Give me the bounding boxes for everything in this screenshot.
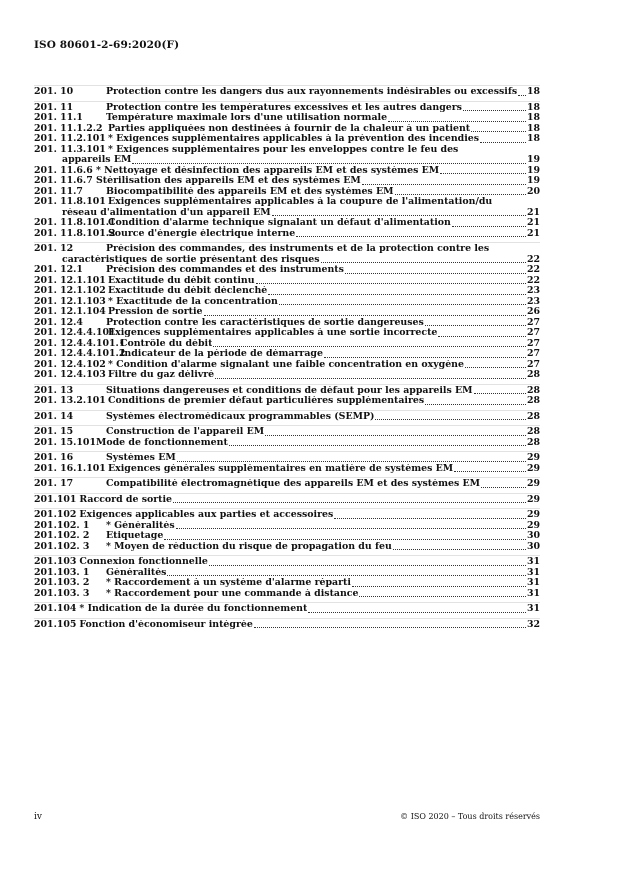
toc-entry-page: 22 [526, 253, 540, 265]
toc-entry[interactable] [34, 412, 540, 423]
toc-entry-title: Parties appliquées non destinées à fournir de la chaleur à un patient [108, 123, 471, 134]
leader-dots [209, 565, 526, 566]
toc-entry-number: 201. 13.2.101 [34, 395, 106, 406]
leader-dots [388, 121, 526, 122]
toc-entry-title: * Condition d'alarme signalant une faible concentration en oxygène [108, 359, 464, 370]
toc-entry-number: 201. 16 [34, 452, 74, 463]
toc-entry-page: 29 [526, 493, 540, 505]
toc-entry-page: 28 [526, 395, 540, 406]
toc-entry[interactable] [34, 113, 540, 124]
toc-entry[interactable] [34, 103, 540, 114]
toc-entry-page: 31 [526, 556, 540, 567]
leader-dots [254, 627, 526, 628]
toc-entry-number: 201. 11.8.101.1 [34, 217, 116, 228]
toc-entry[interactable] [34, 521, 540, 532]
toc-entry-number: 201. 15.101 [34, 436, 96, 448]
toc-entry[interactable] [34, 87, 540, 98]
toc-entry-page: 28 [526, 369, 540, 380]
toc-entry-number: 201. 13 [34, 384, 74, 396]
toc-entry-number: 201. 10 [34, 86, 74, 97]
toc-entry-page: 29 [526, 519, 540, 531]
toc-entry[interactable] [34, 542, 540, 553]
toc-entry[interactable] [34, 386, 540, 397]
toc-entry[interactable] [34, 453, 540, 464]
toc-entry-number: 201.103. 3 [34, 587, 90, 599]
toc-entry-page: 21 [526, 227, 540, 239]
toc-entry-page: 26 [526, 306, 540, 317]
toc-entry[interactable] [34, 349, 540, 360]
toc-entry-title: Pression de sortie [108, 307, 203, 317]
toc-entry[interactable] [34, 286, 540, 297]
toc-entry-page: 19 [526, 175, 540, 186]
toc-entry-page: 27 [526, 327, 540, 338]
toc-entry-number: 201.103 [34, 556, 77, 567]
toc-entry-title: Indicateur de la période de démarrage [120, 349, 323, 359]
toc-entry[interactable] [34, 134, 540, 145]
toc-entry[interactable] [34, 568, 540, 579]
toc-entry-title: Protection contre les températures excessives et les autres dangers [106, 102, 462, 113]
toc-entry[interactable] [34, 578, 540, 589]
toc-entry[interactable] [34, 218, 540, 229]
toc-entry-title-continued: appareils EM [62, 155, 132, 165]
toc-entry[interactable] [34, 328, 540, 339]
toc-entry-number: 201.102. 3 [34, 540, 90, 552]
toc-entry[interactable] [34, 145, 540, 156]
document-id-header: ISO 80601-2-69:2020(F) [34, 39, 180, 51]
leader-dots [395, 194, 526, 195]
toc-entry-number: 201. 11.8.101 [34, 196, 106, 207]
toc-entry[interactable] [34, 307, 540, 318]
toc-entry[interactable] [34, 464, 540, 475]
toc-entry[interactable] [34, 124, 540, 135]
toc-section [34, 602, 540, 615]
toc-entry[interactable] [34, 187, 540, 198]
toc-entry-page: 27 [526, 337, 540, 349]
leader-dots [279, 304, 526, 305]
toc-entry[interactable] [34, 229, 540, 240]
toc-entry-number: 201. 12.4.4.101.1 [34, 337, 126, 349]
leader-dots [465, 367, 526, 368]
toc-entry-title: Construction de l'appareil EM [106, 427, 265, 437]
leader-dots [308, 612, 526, 613]
leader-dots [359, 596, 525, 597]
toc-entry-title: Systèmes électromédicaux programmables (SEMP) [106, 411, 375, 422]
table-of-contents [34, 85, 540, 630]
leader-dots [425, 325, 526, 326]
toc-entry-number: 201.105 [34, 618, 77, 630]
toc-entry-page: 29 [526, 462, 540, 474]
leader-dots [321, 262, 526, 263]
toc-entry-title: Contrôle du débit [120, 338, 213, 349]
leader-dots [362, 184, 526, 185]
toc-entry[interactable] [34, 557, 540, 568]
toc-entry[interactable] [34, 531, 540, 542]
toc-entry-title: * Généralités [106, 520, 175, 531]
toc-entry-number: 201. 11.2.101 [34, 133, 106, 144]
toc-entry-page: 19 [526, 154, 540, 165]
leader-dots [518, 95, 526, 96]
toc-entry[interactable] [34, 479, 540, 490]
toc-entry-number: 201. 11.6.7 [34, 175, 93, 186]
leader-dots [481, 487, 526, 488]
leader-dots [176, 528, 526, 529]
toc-entry-number: 201. 12.4.4.101.2 [34, 348, 126, 359]
toc-entry-number: 201. 12.4 [34, 316, 83, 328]
toc-entry-page: 18 [526, 101, 540, 113]
toc-entry-title: Exigences applicables aux parties et accessoires [79, 510, 334, 520]
toc-entry-title: Compatibilité électromagnétique des appareils EM et des systèmes EM [106, 479, 481, 489]
toc-section [34, 410, 540, 423]
toc-entry-title: * Exigences supplémentaires pour les enveloppes contre le feu des [108, 144, 459, 155]
toc-entry-title-continued: caractéristiques de sortie présentant des risques [62, 254, 320, 265]
leader-dots [167, 575, 525, 576]
toc-entry-number: 201.102. 1 [34, 519, 90, 531]
toc-entry[interactable] [34, 604, 540, 615]
toc-entry-page: 28 [526, 410, 540, 422]
toc-section [34, 384, 540, 407]
toc-entry[interactable] [34, 427, 540, 438]
toc-entry-number: 201. 11.8.101.2 [34, 227, 116, 239]
toc-entry-number: 201. 11.6.6 [34, 164, 93, 176]
toc-entry-title: Protection contre les dangers dus aux rayonnements indésirables ou excessifs [106, 87, 518, 97]
leader-dots [265, 435, 526, 436]
toc-entry[interactable] [34, 276, 540, 287]
toc-entry-title: Raccord de sortie [79, 494, 173, 505]
toc-entry-number: 201. 12 [34, 243, 74, 254]
toc-entry-number: 201. 17 [34, 478, 74, 489]
toc-entry-title: Situations dangereuses et conditions de défaut pour les appareils EM [106, 385, 473, 396]
toc-entry-continuation[interactable] [34, 155, 540, 166]
leader-dots [272, 215, 526, 216]
toc-entry-title: Exigences supplémentaires applicables à une sortie incorrecte [108, 328, 438, 338]
toc-section [34, 101, 540, 240]
leader-dots [213, 346, 526, 347]
leader-dots [480, 142, 526, 143]
toc-section [34, 618, 540, 631]
toc-entry-number: 201. 12.1.101 [34, 274, 106, 286]
toc-entry-page: 30 [526, 540, 540, 552]
toc-entry-page: 29 [526, 452, 540, 463]
toc-entry-page: 20 [526, 185, 540, 197]
toc-entry-number: 201. 12.1.103 [34, 295, 106, 307]
toc-entry-number: 201. 11.3.101 [34, 143, 106, 155]
toc-section [34, 425, 540, 448]
toc-entry-title: Généralités [106, 567, 167, 578]
toc-entry-title: Exactitude du débit déclenché [108, 286, 268, 296]
toc-entry-number: 201. 11.7 [34, 185, 83, 197]
toc-entry-page: 29 [526, 509, 540, 520]
toc-section [34, 477, 540, 490]
toc-entry-page: 31 [526, 603, 540, 614]
toc-section [34, 242, 540, 381]
toc-entry-title: Source d'énergie électrique interne [108, 228, 296, 239]
leader-dots [345, 273, 526, 274]
toc-entry-number: 201. 12.4.4.101 [34, 327, 116, 338]
toc-entry-title: Stérilisation des appareils EM et des systèmes EM [96, 176, 361, 186]
toc-entry[interactable] [34, 297, 540, 308]
leader-dots [229, 445, 526, 446]
toc-entry-number: 201. 12.1.102 [34, 285, 106, 296]
toc-entry-page: 23 [526, 295, 540, 307]
toc-entry-title: * Exactitude de la concentration [108, 296, 278, 307]
toc-entry[interactable] [34, 197, 540, 208]
toc-entry-page: 22 [526, 274, 540, 286]
toc-entry[interactable] [34, 589, 540, 600]
toc-entry-title: Exigences générales supplémentaires en matière de systèmes EM [108, 463, 454, 474]
toc-entry-number: 201. 16.1.101 [34, 462, 106, 474]
toc-entry-number: 201. 11.1 [34, 112, 83, 123]
toc-entry-number: 201.102 [34, 509, 77, 520]
leader-dots [334, 518, 526, 519]
toc-entry-title: Précision des commandes et des instruments [106, 265, 344, 275]
toc-entry-title: Protection contre les caractéristiques de sortie dangereuses [106, 317, 424, 328]
leader-dots [204, 315, 526, 316]
toc-entry[interactable] [34, 510, 540, 521]
toc-entry-page: 18 [526, 122, 540, 134]
leader-dots [173, 502, 526, 503]
leader-dots [132, 163, 526, 164]
toc-entry-title: Précision des commandes, des instruments et de la protection contre les [106, 244, 490, 254]
toc-entry-number: 201.103. 1 [34, 566, 90, 578]
toc-entry-title: Fonction d'économiseur intégrée [79, 619, 253, 630]
leader-dots [452, 226, 526, 227]
leader-dots [296, 236, 526, 237]
toc-entry-title: * Moyen de réduction du risque de propagation du feu [106, 541, 392, 552]
toc-entry-page: 31 [526, 566, 540, 578]
toc-entry-number: 201. 12.4.102 [34, 358, 106, 370]
leader-dots [393, 549, 526, 550]
leader-dots [375, 419, 525, 420]
toc-entry-title: Connexion fonctionnelle [79, 557, 208, 567]
toc-entry-number: 201.103. 2 [34, 577, 90, 588]
leader-dots [215, 378, 526, 379]
leader-dots [438, 336, 526, 337]
leader-dots [471, 131, 526, 132]
leader-dots [324, 357, 526, 358]
toc-entry-page: 23 [526, 285, 540, 296]
toc-entry-title: Mode de fonctionnement [96, 437, 228, 448]
leader-dots [463, 110, 526, 111]
toc-entry-number: 201.101 [34, 493, 77, 505]
toc-entry-page: 21 [526, 217, 540, 228]
toc-entry-title: Conditions de premier défaut particulières supplémentaires [108, 396, 425, 406]
toc-entry-title: * Raccordement pour une commande à distance [106, 588, 359, 599]
toc-entry[interactable] [34, 620, 540, 631]
toc-section [34, 85, 540, 98]
toc-entry-title: * Exigences supplémentaires applicables à la prévention des incendies [108, 134, 480, 144]
toc-entry-page: 27 [526, 316, 540, 328]
toc-entry-number: 201. 11 [34, 101, 74, 113]
toc-entry[interactable] [34, 166, 540, 177]
toc-entry[interactable] [34, 176, 540, 187]
toc-entry-page: 32 [526, 618, 540, 630]
toc-entry-title-continued: réseau d'alimentation d'un appareil EM [62, 207, 271, 218]
toc-entry[interactable] [34, 396, 540, 407]
toc-entry-page: 22 [526, 264, 540, 275]
leader-dots [256, 283, 526, 284]
toc-entry-number: 201. 12.1 [34, 264, 83, 275]
toc-entry-page: 27 [526, 348, 540, 359]
leader-dots [454, 471, 526, 472]
toc-entry-page: 31 [526, 587, 540, 599]
toc-entry[interactable] [34, 370, 540, 381]
toc-entry-page: 18 [526, 86, 540, 97]
toc-entry-continuation[interactable] [34, 255, 540, 266]
toc-entry-number: 201. 11.1.2.2 [34, 122, 103, 134]
toc-entry-page: 19 [526, 164, 540, 176]
toc-entry-page: 28 [526, 384, 540, 396]
toc-entry-page: 28 [526, 426, 540, 437]
toc-entry[interactable] [34, 495, 540, 506]
toc-entry-number: 201. 12.1.104 [34, 306, 106, 317]
toc-entry-number: 201. 15 [34, 426, 74, 437]
toc-entry-page: 18 [526, 133, 540, 144]
toc-entry-number: 201. 12.4.103 [34, 369, 106, 380]
toc-entry[interactable] [34, 244, 540, 255]
toc-entry-page: 21 [526, 206, 540, 218]
leader-dots [440, 173, 526, 174]
toc-entry-title: * Indication de la durée du fonctionnement [79, 604, 308, 614]
toc-entry-page: 18 [526, 112, 540, 123]
leader-dots [352, 586, 526, 587]
toc-entry-title: Étiquetage [106, 531, 164, 541]
toc-entry-page: 28 [526, 436, 540, 448]
toc-section [34, 508, 540, 552]
toc-entry-page: 30 [526, 530, 540, 541]
toc-entry[interactable] [34, 265, 540, 276]
toc-section [34, 493, 540, 506]
toc-entry-number: 201.104 [34, 603, 77, 614]
toc-entry-page: 29 [526, 478, 540, 489]
leader-dots [177, 461, 526, 462]
toc-entry-title: Biocompatibilité des appareils EM et des systèmes EM [106, 186, 394, 197]
toc-entry-title: Température maximale lors d'une utilisation normale [106, 113, 388, 123]
toc-section [34, 451, 540, 474]
copyright-footer: © ISO 2020 – Tous droits réservés [400, 812, 540, 821]
toc-entry[interactable] [34, 360, 540, 371]
toc-section [34, 555, 540, 599]
toc-entry-title: Exactitude du débit continu [108, 275, 255, 286]
page-number-footer: iv [34, 812, 42, 822]
leader-dots [164, 539, 526, 540]
toc-entry[interactable] [34, 438, 540, 449]
toc-entry-title: Systèmes EM [106, 453, 176, 463]
toc-entry-title: Exigences supplémentaires applicables à la coupure de l'alimentation/du [108, 197, 493, 207]
toc-entry-title: Filtre du gaz délivré [108, 370, 215, 380]
toc-entry-page: 31 [526, 577, 540, 588]
toc-entry-number: 201. 14 [34, 410, 74, 422]
toc-entry-number: 201.102. 2 [34, 530, 90, 541]
toc-entry-title: * Nettoyage et désinfection des appareils EM et des systèmes EM [96, 165, 440, 176]
toc-entry-title: Condition d'alarme technique signalant un défaut d'alimentation [108, 218, 451, 228]
leader-dots [268, 294, 526, 295]
toc-entry-page: 27 [526, 358, 540, 370]
leader-dots [425, 404, 526, 405]
toc-entry-title: * Raccordement à un système d'alarme réparti [106, 578, 351, 588]
leader-dots [474, 393, 526, 394]
